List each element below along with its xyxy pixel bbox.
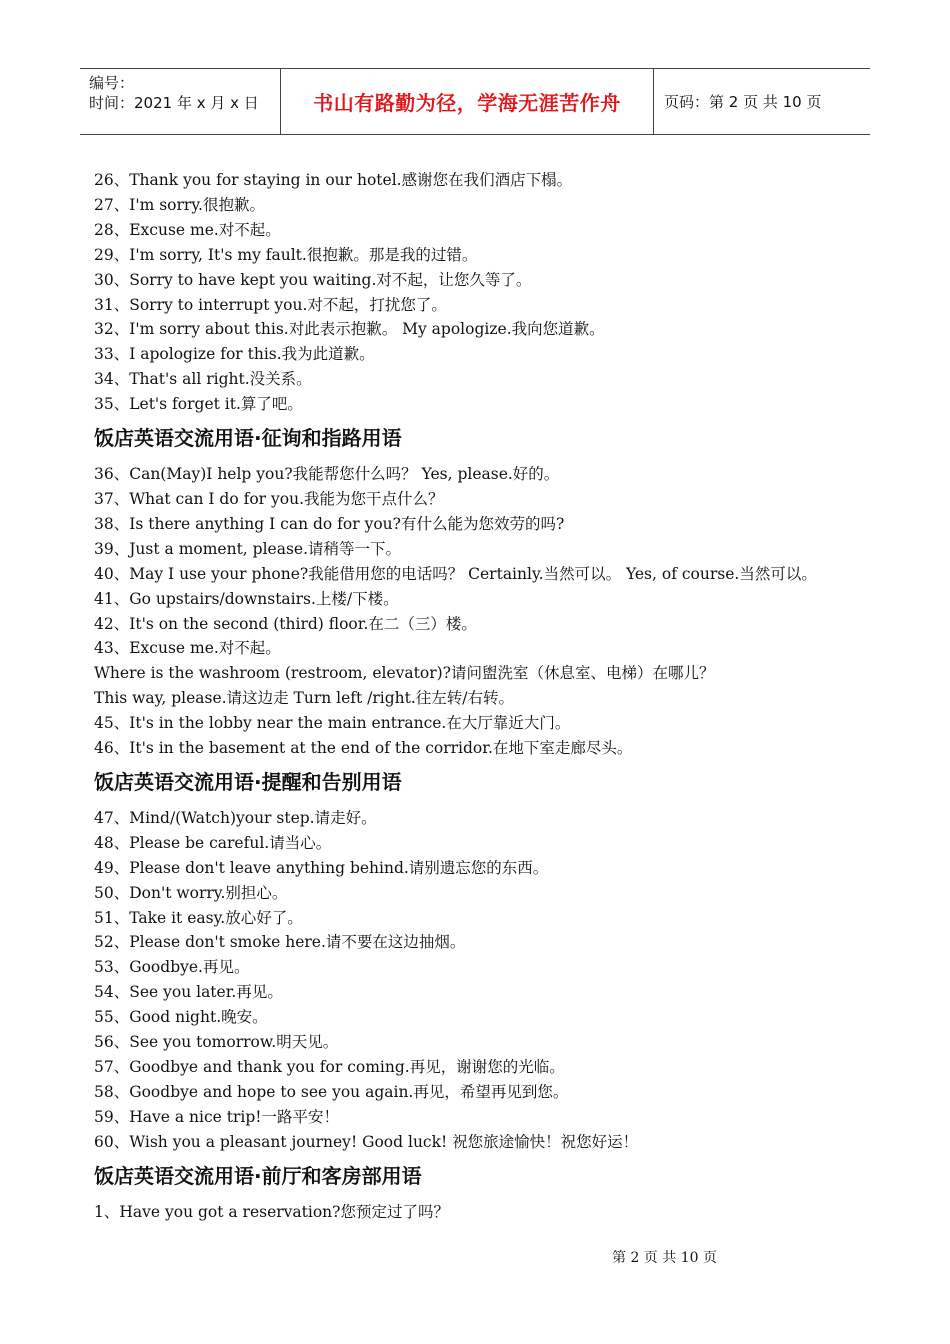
phrase-line: 38、Is there anything I can do for you?有什么能为您效劳的吗? bbox=[94, 514, 565, 533]
phrase-line: 59、Have a nice trip!一路平安！ bbox=[94, 1107, 339, 1126]
phrase-line: 56、See you tomorrow.明天见。 bbox=[94, 1033, 339, 1052]
phrase-line: 26、Thank you for staying in our hotel.感谢您在我们酒店下榻。 bbox=[94, 171, 573, 189]
phrase-line: 39、Just a moment, please.请稍等一下。 bbox=[94, 539, 402, 558]
phrase-line: 28、Excuse me.对不起。 bbox=[94, 220, 281, 239]
phrase-line: 31、Sorry to interrupt you.对不起，打扰您了。 bbox=[94, 295, 447, 314]
section-heading: 饭店英语交流用语·提醒和告别用语 bbox=[94, 769, 402, 794]
phrase-line: 51、Take it easy.放心好了。 bbox=[94, 908, 303, 927]
phrase-line: 33、I apologize for this.我为此道歉。 bbox=[94, 345, 375, 364]
phrase-line: 37、What can I do for you.我能为您干点什么？ bbox=[94, 489, 444, 508]
phrase-line: 53、Goodbye.再见。 bbox=[94, 958, 250, 977]
phrase-line: 32、I'm sorry about this.对此表示抱歉。 My apologize.我向您道歉。 bbox=[94, 320, 605, 339]
phrase-line: 1、Have you got a reservation?您预定过了吗？ bbox=[94, 1202, 449, 1221]
page-footer: 第 2 页 共 10 页 bbox=[612, 1250, 717, 1266]
phrase-line: 27、I'm sorry.很抱歉。 bbox=[94, 195, 265, 214]
phrase-line: 35、Let's forget it.算了吧。 bbox=[94, 395, 303, 414]
phrase-line: 50、Don't worry.别担心。 bbox=[94, 883, 288, 902]
phrase-line: 49、Please don't leave anything behind.请别遗忘您的东西。 bbox=[94, 858, 549, 877]
phrase-line: 36、Can(May)I help you?我能帮您什么吗？ Yes, please.好的。 bbox=[94, 465, 560, 484]
phrase-line: This way, please.请这边走 Turn left /right.往左转/右转。 bbox=[94, 689, 515, 708]
phrase-line: 55、Good night.晚安。 bbox=[94, 1008, 268, 1027]
section-heading: 饭店英语交流用语·前厅和客房部用语 bbox=[94, 1163, 422, 1188]
phrase-line: 46、It's in the basement at the end of the corridor.在地下室走廊尽头。 bbox=[94, 739, 633, 758]
phrase-line: 57、Goodbye and thank you for coming.再见，谢谢您的光临。 bbox=[94, 1058, 565, 1076]
section-heading: 饭店英语交流用语·征询和指路用语 bbox=[94, 426, 402, 451]
header-page-info: 页码：第 2 页 共 10 页 bbox=[664, 93, 822, 111]
document-body bbox=[94, 168, 884, 1225]
page-header bbox=[80, 68, 870, 135]
header-number-label: 编号： bbox=[89, 74, 135, 92]
header-left-cell bbox=[80, 69, 281, 134]
phrase-line: 54、See you later.再见。 bbox=[94, 983, 283, 1002]
header-motto: 书山有路勤为径，学海无涯苦作舟 bbox=[281, 69, 654, 134]
phrase-line: 29、I'm sorry, It's my fault.很抱歉。那是我的过错。 bbox=[94, 245, 478, 264]
phrase-line: 42、It's on the second (third) floor.在二（三）楼。 bbox=[94, 614, 477, 633]
phrase-line: 41、Go upstairs/downstairs.上楼/下楼。 bbox=[94, 589, 399, 608]
phrase-line: 52、Please don't smoke here.请不要在这边抽烟。 bbox=[94, 933, 466, 952]
phrase-line: 43、Excuse me.对不起。 bbox=[94, 639, 281, 658]
phrase-line: 58、Goodbye and hope to see you again.再见，希望再见到您。 bbox=[94, 1082, 569, 1101]
phrase-line: 30、Sorry to have kept you waiting.对不起，让您久等了。 bbox=[94, 270, 532, 289]
phrase-line: 45、It's in the lobby near the main entrance.在大厅靠近大门。 bbox=[94, 714, 571, 733]
phrase-line: 60、Wish you a pleasant journey! Good luck! 祝您旅途愉快！祝您好运！ bbox=[94, 1132, 639, 1151]
header-time-label: 时间：2021 年 x 月 x 日 bbox=[89, 94, 259, 112]
phrase-line: Where is the washroom (restroom, elevator)?请问盥洗室（休息室、电梯）在哪儿？ bbox=[94, 664, 715, 683]
phrase-line: 34、That's all right.没关系。 bbox=[94, 370, 312, 389]
phrase-line: 47、Mind/(Watch)your step.请走好。 bbox=[94, 808, 377, 827]
phrase-line: 48、Please be careful.请当心。 bbox=[94, 833, 332, 852]
phrase-line: 40、May I use your phone?我能借用您的电话吗？ Certainly.当然可以。 Yes, of course.当然可以。 bbox=[94, 564, 817, 583]
